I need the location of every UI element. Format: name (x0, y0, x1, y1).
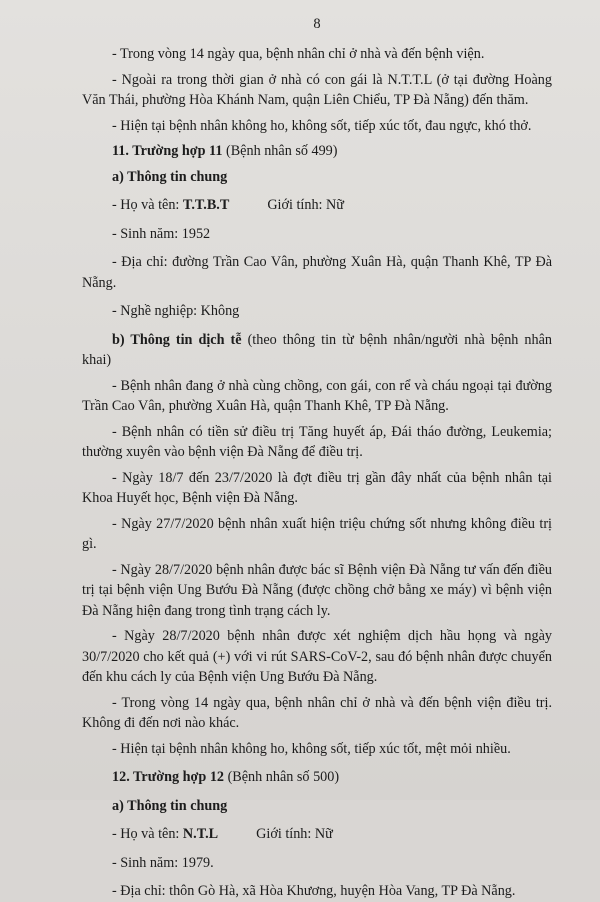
patient-name: T.T.B.T (182, 197, 230, 213)
paragraph: - Ngoài ra trong thời gian ở nhà có con gái là N.T.T.L (ở tại đường Hoàng Văn Thái, phường Hòa Khánh Nam, quận Liên Chiểu, TP Đà Nẵng) đến thăm. (82, 71, 552, 108)
paragraph: - Nghề nghiệp: Không (112, 303, 240, 319)
heading-bold: a) Thông tin chung (112, 168, 228, 185)
name-label: - Họ và tên: (112, 197, 183, 213)
subsection-heading (82, 330, 552, 371)
heading-bold: a) Thông tin chung (112, 797, 228, 814)
name-line (82, 195, 552, 216)
section-heading (82, 141, 552, 162)
paragraph: - Bệnh nhân đang ở nhà cùng chồng, con gái, con rể và cháu ngoại tại đường Trần Cao Vân, phường Xuân Hà, quận Thanh Khê, TP Đà Nẵng. (82, 377, 552, 414)
paragraph: - Ngày 28/7/2020 bệnh nhân được bác sĩ Bệnh viện Đà Nẵng tư vấn đến điều trị tại bệnh viện Ung Bướu Đà Nẵng (được chồng chở bằng xe máy) vì bệnh viện Đà Nẵng hiện đang trong tình trạng cách ly. (82, 561, 552, 619)
name-line (82, 824, 552, 845)
heading-bold: b) Thông tin dịch tễ (112, 331, 242, 348)
heading-text: (Bệnh nhân số 499) (222, 143, 338, 159)
paragraph: - Địa chỉ: thôn Gò Hà, xã Hòa Khương, huyện Hòa Vang, TP Đà Nẵng. (112, 883, 516, 899)
paragraph: - Trong vòng 14 ngày qua, bệnh nhân chỉ ở nhà và đến bệnh viện điều trị. Không đi đến nơi nào khác. (82, 694, 552, 731)
paragraph: - Sinh năm: 1952 (112, 225, 211, 242)
paragraph: - Hiện tại bệnh nhân không ho, không sốt, tiếp xúc tốt, đau ngực, khó thở. (112, 117, 532, 134)
subsection-heading (82, 167, 552, 188)
paragraph: - Hiện tại bệnh nhân không ho, không sốt, tiếp xúc tốt, mệt mỏi nhiều. (112, 740, 511, 757)
gender: Giới tính: Nữ (267, 197, 344, 213)
paragraph: - Địa chỉ: đường Trần Cao Vân, phường Xuân Hà, quận Thanh Khê, TP Đà Nẵng. (82, 254, 552, 291)
paragraph: - Ngày 18/7 đến 23/7/2020 là đợt điều trị gần đây nhất của bệnh nhân tại Khoa Huyết học, Bệnh viện Đà Nẵng. (82, 469, 552, 506)
paragraph: - Trong vòng 14 ngày qua, bệnh nhân chỉ ở nhà và đến bệnh viện. (112, 46, 485, 62)
gender: Giới tính: Nữ (256, 826, 333, 842)
section-heading (82, 767, 552, 788)
heading-bold: 12. Trường hợp 12 (112, 769, 225, 785)
heading-bold: 11. Trường hợp 11 (112, 143, 223, 159)
name-label: - Họ và tên: (112, 826, 183, 842)
paragraph: - Ngày 28/7/2020 bệnh nhân được xét nghiệm dịch hầu họng và ngày 30/7/2020 cho kết quả (+) với vi rút SARS-CoV-2, sau đó bệnh nhân được chuyển đến khu cách ly của Bệnh viện Ung Bướu Đà Nẵng. (82, 628, 552, 685)
paragraph: - Sinh năm: 1979. (112, 854, 214, 871)
page-number: 8 (313, 16, 321, 32)
subsection-heading (82, 796, 552, 817)
heading-text: (Bệnh nhân số 500) (224, 769, 340, 785)
paragraph: - Bệnh nhân có tiền sử điều trị Tăng huyết áp, Đái tháo đường, Leukemia; thường xuyên vào bệnh viện Đà Nẵng để điều trị. (82, 423, 552, 460)
paragraph: - Ngày 27/7/2020 bệnh nhân xuất hiện triệu chứng sốt nhưng không điều trị gì. (82, 515, 552, 552)
heading-text: (theo thông tin từ bệnh nhân/người nhà bệnh nhân khai) (82, 331, 553, 368)
patient-name: N.T.L (182, 826, 219, 842)
